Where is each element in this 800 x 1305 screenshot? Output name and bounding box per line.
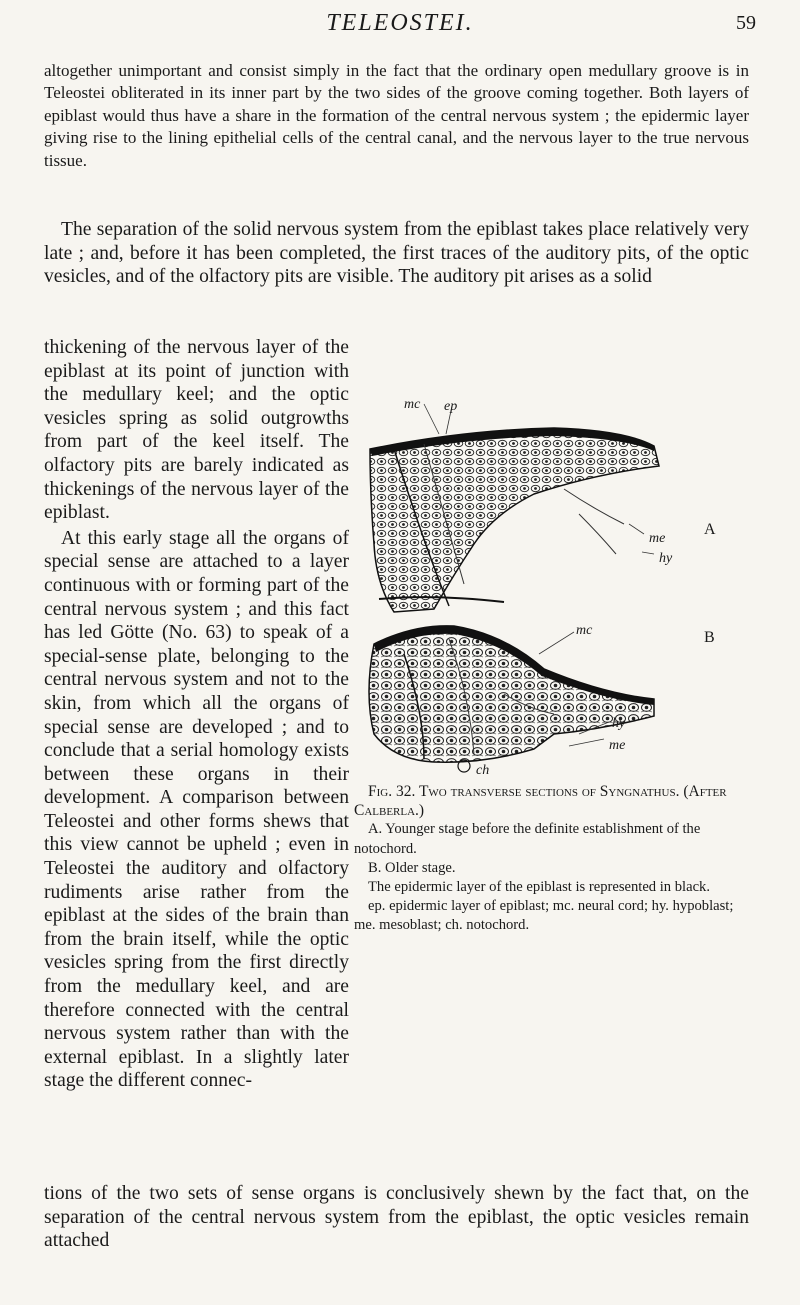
- caption-part-a: A. Younger stage before the definite establishment of the notochord.: [354, 821, 701, 857]
- separation-paragraph-narrow: thickening of the nervous layer of the epiblast at its point of junction with the medullary keel; and the optic vesicles spring as solid outgrowths from part of the keel itself. The olfactory pits are barely indicated as thickenings of the nervous layer of the epiblast.: [44, 337, 349, 524]
- caption-part-b: B. Older stage.: [368, 859, 456, 876]
- page-number: 59: [736, 12, 756, 34]
- label-b-me: me: [609, 738, 626, 753]
- figure-32-drawing: [354, 394, 749, 778]
- caption-note: The epidermic layer of the epiblast is represented in black.: [368, 879, 711, 896]
- label-a-hy: hy: [659, 551, 673, 566]
- sense-plate-paragraph-narrow: At this early stage all the organs of special sense are attached to a layer continuous with or forming part of the central nervous system ; and this fact has led Götte (No. 63) to speak of a special-sense plate, belonging to the central nervous system and not to the skin, from which all the organs of special sense are developed ; and to conclude that a serial homology exists between these organs in their development. A comparison between Teleostei and other forms shews that this view cannot be upheld ; even in Teleostei the auditory and olfactory rudiments arise rather from the epiblast at the sides of the brain than from the brain itself, while the optic vesicles spring from the first directly from the medullary keel, and are therefore connected with the central nervous system rather than with the external epiblast. In a slightly later stage the different connec-: [44, 527, 349, 1092]
- label-b-hy: hy: [612, 716, 626, 731]
- sense-plate-paragraph-full-width: tions of the two sets of sense organs is conclusively shewn by the fact that, on the separation of the central nervous system from the epiblast, the optic vesicles remain attached: [44, 1183, 749, 1252]
- opening-paragraph: altogether unimportant and consist simply in the fact that the ordinary open medullary groove is in Teleostei obliterated in its inner part by the two sides of the groove coming together. Both layers of epiblast would thus have a share in the formation of the central nervous system ; the epidermic layer giving rise to the lining epithelial cells of the central canal, and the nervous layer to the true nervous tissue.: [44, 61, 749, 170]
- figure-32: [354, 394, 749, 778]
- separation-paragraph-block: [44, 218, 749, 289]
- label-a-me: me: [649, 531, 666, 546]
- label-a-ep: ep: [444, 399, 458, 414]
- label-a-mc: mc: [404, 397, 421, 412]
- label-b-letter: B: [704, 629, 715, 646]
- label-b-mc: mc: [576, 623, 593, 638]
- running-header-title: TELEOSTEI.: [326, 10, 474, 36]
- label-a-letter: A: [704, 521, 716, 538]
- continuation-block: [44, 1182, 749, 1253]
- opening-paragraph-block: [44, 60, 749, 172]
- figure-caption: [354, 782, 749, 936]
- caption-title: Fig. 32. Two transverse sections of Syngnathus. (After Calberla.): [354, 783, 727, 820]
- label-b-ch: ch: [476, 763, 490, 778]
- section-b: [369, 623, 715, 778]
- separation-paragraph-full-width: The separation of the solid nervous system from the epiblast takes place relatively very late ; and, before it has been completed, the first traces of the auditory pits, of the optic vesicles, and of the olfactory pits are visible. The auditory pit arises as a solid: [44, 219, 749, 288]
- caption-legend: ep. epidermic layer of epiblast; mc. neural cord; hy. hypoblast; me. mesoblast; ch. notochord.: [354, 898, 734, 934]
- narrow-column: [44, 336, 349, 1093]
- section-a: [370, 397, 716, 612]
